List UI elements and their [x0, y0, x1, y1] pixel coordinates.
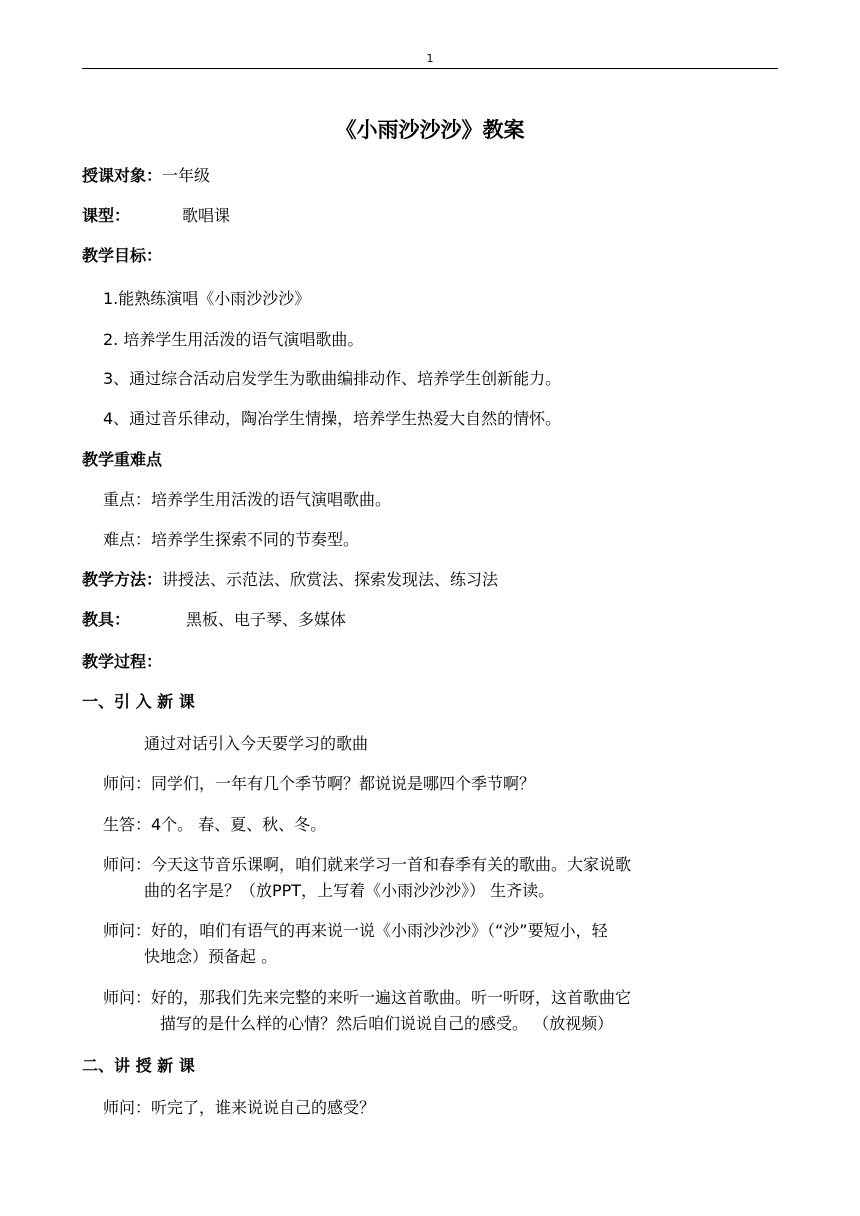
section2-line-1: 师问：听完了，谁来说说自己的感受？ [103, 1098, 376, 1117]
dialogue-line-2: 生答：4个。 春、夏、秋、冬。 [103, 815, 327, 834]
tools-row [82, 608, 130, 632]
section2-heading: 二、讲 授 新 课 [82, 1056, 195, 1075]
header-rule [82, 68, 778, 69]
section1-intro: 通过对话引入今天要学习的歌曲 [144, 734, 369, 753]
dialogue-line-4a: 师问：好的，咱们有语气的再来说一说《小雨沙沙沙》（“沙”要短小，轻 [103, 921, 608, 940]
audience-label: 授课对象： [82, 166, 163, 185]
section1-heading: 一、引 入 新 课 [82, 692, 195, 711]
audience-value: 一年级 [162, 166, 211, 185]
type-label: 课型： [82, 206, 131, 225]
goal-item-1: 1.能熟练演唱《小雨沙沙沙》 [103, 289, 311, 308]
key-points-heading: 教学重难点 [82, 450, 163, 469]
tools-value: 黑板、电子琴、多媒体 [186, 610, 347, 629]
methods-label: 教学方法： [82, 570, 163, 589]
key-point: 重点：培养学生用活泼的语气演唱歌曲。 [103, 490, 392, 509]
dialogue-line-4b: 快地念）预备起 。 [144, 947, 278, 966]
methods-value: 讲授法、示范法、欣赏法、探索发现法、练习法 [162, 570, 499, 589]
dialogue-line-5a: 师问：好的，那我们先来完整的来听一遍这首歌曲。听一听呀，这首歌曲它 [103, 988, 632, 1007]
document-title: 《小雨沙沙沙》教案 [335, 118, 525, 142]
goal-item-4: 4、通过音乐律动，陶冶学生情操，培养学生热爱大自然的情怀。 [103, 409, 562, 428]
page-number: 1 [426, 52, 434, 65]
difficult-point: 难点：培养学生探索不同的节奏型。 [103, 530, 360, 549]
methods-row [82, 568, 498, 592]
tools-label: 教具： [82, 610, 131, 629]
dialogue-line-1: 师问：同学们，一年有几个季节啊？都说说是哪四个季节啊？ [103, 774, 536, 793]
type-row [82, 204, 130, 228]
dialogue-line-3a: 师问：今天这节音乐课啊，咱们就来学习一首和春季有关的歌曲。大家说歌 [103, 855, 632, 874]
goals-heading: 教学目标： [82, 246, 163, 265]
type-value: 歌唱课 [182, 206, 231, 225]
goal-item-2: 2. 培养学生用活泼的语气演唱歌曲。 [103, 330, 364, 349]
audience-row [82, 164, 210, 188]
dialogue-line-5b: 描写的是什么样的心情？然后咱们说说自己的感受。 （放视频） [160, 1014, 614, 1033]
dialogue-line-3b: 曲的名字是？（放PPT，上写着《小雨沙沙沙》） 生齐读。 [144, 881, 555, 900]
goal-item-3: 3、通过综合活动启发学生为歌曲编排动作、培养学生创新能力。 [103, 369, 562, 388]
process-heading: 教学过程： [82, 652, 163, 671]
